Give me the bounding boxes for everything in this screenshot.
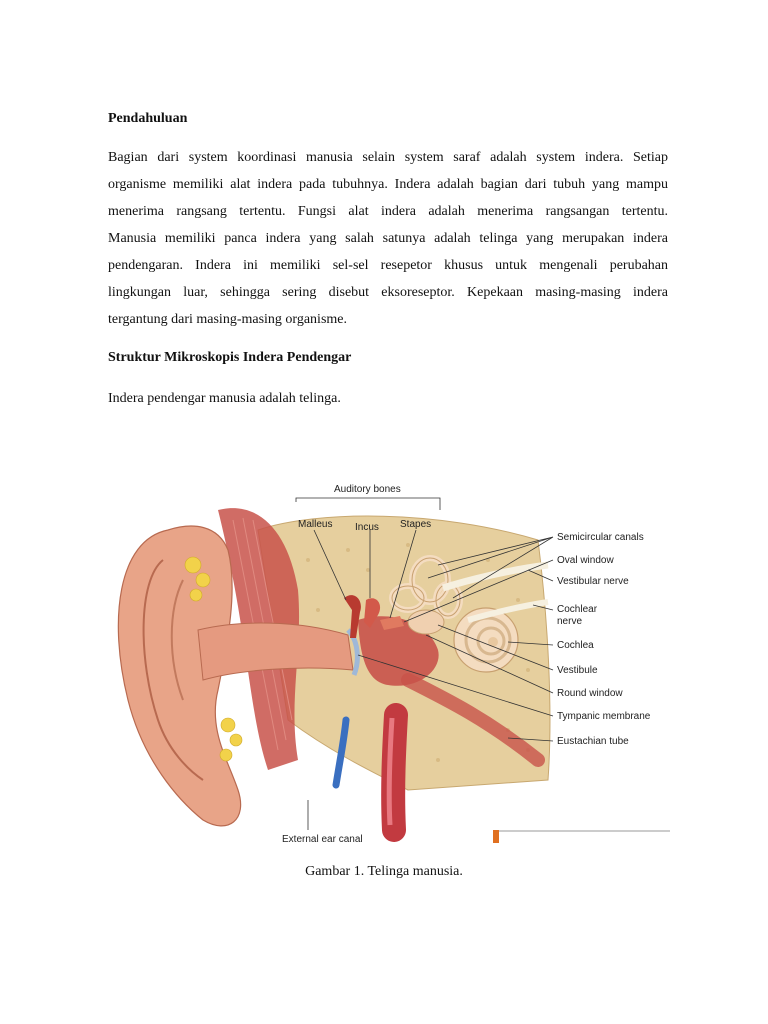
- label-round-window: Round window: [557, 688, 623, 699]
- paragraph-line: Indera pendengar manusia adalah telinga.: [108, 391, 341, 406]
- paragraph-line: Bagian dari system koordinasi manusia selain system saraf adalah system indera. Setiap: [108, 150, 668, 165]
- label-auditory-bones: Auditory bones: [334, 484, 401, 495]
- vestibule: [408, 610, 444, 634]
- label-malleus: Malleus: [298, 519, 333, 530]
- heading-text: Pendahuluan: [108, 111, 188, 126]
- paragraph-line: organisme memiliki alat indera pada tubuhnya. Indera adalah bagian dari tubuh yang mampu: [108, 177, 668, 192]
- pinna: [118, 526, 240, 826]
- ear-anatomy-illustration: [108, 470, 673, 850]
- paragraph-line: Manusia memiliki panca indera yang salah satunya adalah telinga yang merupakan indera: [108, 231, 668, 246]
- label-semicircular-canals: Semicircular canals: [557, 532, 644, 543]
- label-cochlea: Cochlea: [557, 640, 594, 651]
- label-eustachian-tube: Eustachian tube: [557, 736, 629, 747]
- paragraph-line: menerima rangsang tertentu. Fungsi alat indera adalah menerima rangsangan tertentu.: [108, 204, 668, 219]
- label-external-ear-canal: External ear canal: [282, 834, 363, 845]
- paragraph-line: pendengaran. Indera ini memiliki sel-sel resepetor khusus untuk mengenali perubahan: [108, 258, 668, 273]
- struktur-paragraph: [108, 385, 668, 412]
- label-vestibular-nerve: Vestibular nerve: [557, 576, 629, 587]
- heading-text: Struktur Mikroskopis Indera Pendengar: [108, 350, 352, 365]
- label-incus: Incus: [355, 522, 379, 533]
- label-vestibule: Vestibule: [557, 665, 598, 676]
- paragraph-line: tergantung dari masing-masing organisme.: [108, 312, 347, 327]
- section-heading-pendahuluan: [108, 110, 668, 128]
- label-tympanic-membrane: Tympanic membrane: [557, 711, 651, 722]
- label-cochlear-nerve-line2: nerve: [557, 616, 583, 627]
- label-stapes: Stapes: [400, 519, 432, 530]
- label-oval-window: Oval window: [557, 555, 614, 566]
- ear-anatomy-figure: [108, 470, 673, 850]
- figure-marker: [493, 830, 499, 843]
- intro-paragraph: [108, 144, 668, 333]
- label-cochlear-nerve-line1: Cochlear: [557, 604, 598, 615]
- figure-caption: Gambar 1. Telinga manusia.: [305, 864, 463, 879]
- section-heading-struktur: [108, 349, 668, 367]
- paragraph-line: lingkungan luar, sehingga sering disebut eksoreseptor. Kepekaan masing-masing indera: [108, 285, 668, 300]
